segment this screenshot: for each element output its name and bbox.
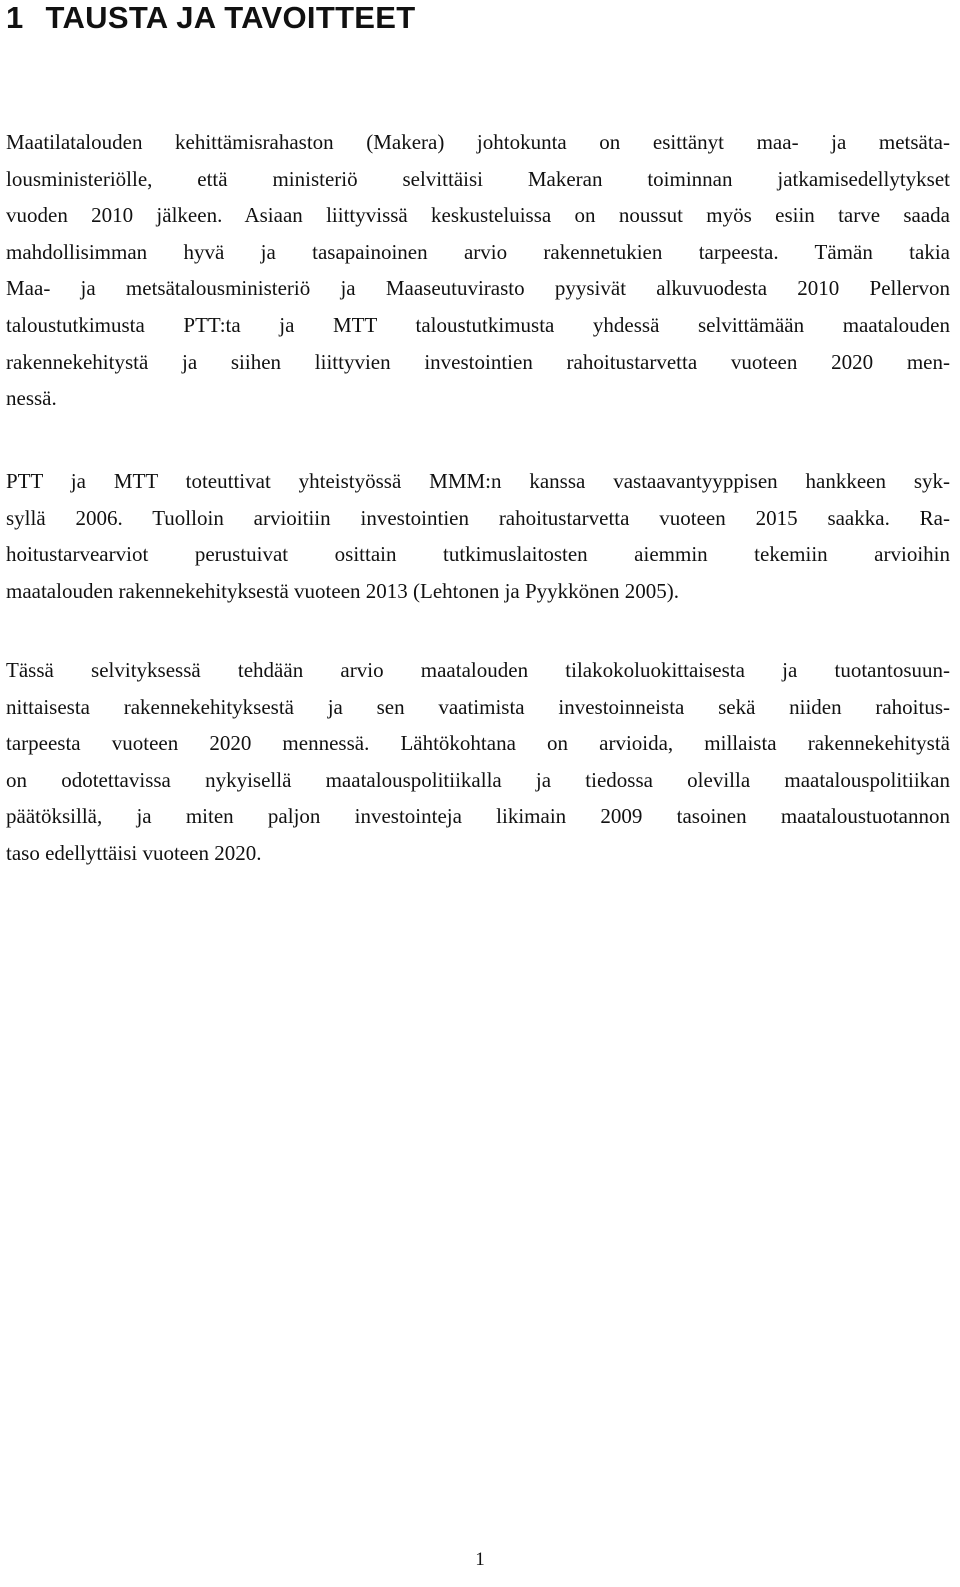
paragraph-line: päätöksillä, ja miten paljon investointeja likimain 2009 tasoinen maataloustuotannon — [6, 804, 950, 829]
paragraph-line: maatalouden rakennekehityksestä vuoteen 2013 (Lehtonen ja Pyykkönen 2005). — [6, 578, 679, 603]
paragraph-2 — [6, 463, 950, 609]
section-number: 1 — [6, 0, 24, 35]
paragraph-line: rakennekehitystä ja siihen liittyvien investointien rahoitustarvetta vuoteen 2020 men- — [6, 349, 950, 374]
paragraph-line: Maa- ja metsätalousministeriö ja Maaseutuvirasto pyysivät alkuvuodesta 2010 Pellervon — [6, 276, 950, 301]
paragraph-line: tarpeesta vuoteen 2020 mennessä. Lähtökohtana on arvioida, millaista rakennekehitystä — [6, 731, 950, 756]
paragraph-line: taloustutkimusta PTT:ta ja MTT taloustutkimusta yhdessä selvittämään maatalouden — [6, 312, 950, 337]
paragraph-line: PTT ja MTT toteuttivat yhteistyössä MMM:n kanssa vastaavantyyppisen hankkeen syk- — [6, 469, 950, 493]
paragraph-line: taso edellyttäisi vuoteen 2020. — [6, 840, 262, 865]
paragraph-line: nessä. — [6, 386, 57, 411]
paragraph-line: mahdollisimman hyvä ja tasapainoinen arvio rakennetukien tarpeesta. Tämän takia — [6, 239, 950, 264]
paragraph-line: vuoden 2010 jälkeen. Asiaan liittyvissä keskusteluissa on noussut myös esiin tarve saada — [6, 203, 950, 228]
paragraph-line: lousministeriölle, että ministeriö selvittäisi Makeran toiminnan jatkamisedellytykset — [6, 166, 950, 191]
section-heading — [6, 0, 416, 36]
paragraph-line: syllä 2006. Tuolloin arvioitiin investointien rahoitustarvetta vuoteen 2015 saakka. Ra- — [6, 505, 950, 530]
paragraph-line: Tässä selvityksessä tehdään arvio maatalouden tilakokoluokittaisesta ja tuotantosuun- — [6, 658, 950, 682]
paragraph-3 — [6, 652, 950, 872]
paragraph-line: Maatilatalouden kehittämisrahaston (Makera) johtokunta on esittänyt maa- ja metsäta- — [6, 130, 950, 154]
paragraph-line: hoitustarvearviot perustuivat osittain tutkimuslaitosten aiemmin tekemiin arvioihin — [6, 542, 950, 567]
paragraph-line: nittaisesta rakennekehityksestä ja sen vaatimista investoinneista sekä niiden rahoitus- — [6, 694, 950, 719]
paragraph-1 — [6, 124, 950, 417]
paragraph-line: on odotettavissa nykyisellä maatalouspolitiikalla ja tiedossa olevilla maatalouspolitiikan — [6, 767, 950, 792]
section-title: TAUSTA JA TAVOITTEET — [45, 0, 416, 35]
page-number: 1 — [475, 1549, 485, 1570]
